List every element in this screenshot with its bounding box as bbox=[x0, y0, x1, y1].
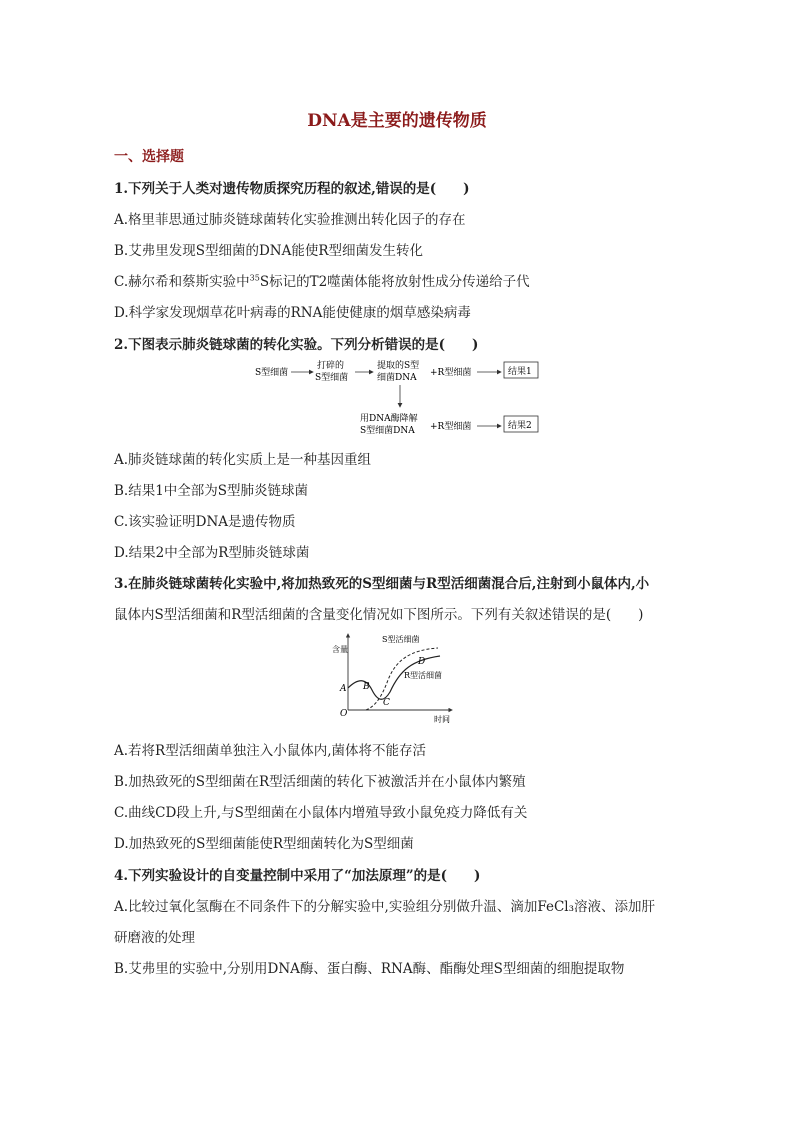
fig1-dnase-1: 用DNA酶降解 bbox=[360, 414, 418, 424]
q4-option-a-line-1: A.比较过氧化氢酶在不同条件下的分解实验中,实验组分别做升温、滴加FeCl₃溶液、添加肝 bbox=[114, 899, 656, 915]
q4-option-b: B.艾弗里的实验中,分别用DNA酶、蛋白酶、RNA酶、酯酶处理S型细菌的细胞提取物 bbox=[114, 961, 625, 977]
fig2-r-label: R型活细菌 bbox=[404, 671, 443, 680]
fig2-s-label: S型活细菌 bbox=[382, 635, 420, 644]
fig1-extract-2: 细菌DNA bbox=[377, 373, 417, 383]
q3-option-d: D.加热致死的S型细菌能使R型细菌转化为S型细菌 bbox=[114, 836, 414, 852]
question-3-stem-line-1: 3.在肺炎链球菌转化实验中,将加热致死的S型细菌与R型活细菌混合后,注射到小鼠体内,小 bbox=[114, 576, 650, 592]
fig2-point-c: C bbox=[383, 698, 390, 708]
q1-option-c bbox=[114, 270, 530, 290]
isotope-superscript: 35 bbox=[249, 273, 260, 283]
q3-option-a: A.若将R型活细菌单独注入小鼠体内,菌体将不能存活 bbox=[114, 743, 426, 759]
fig2-point-a: A bbox=[340, 684, 347, 694]
section-heading: 一、选择题 bbox=[114, 149, 184, 165]
q1-option-c-prefix: C.赫尔希和蔡斯实验中 bbox=[114, 274, 250, 290]
q2-option-b: B.结果1中全部为S型肺炎链球菌 bbox=[114, 483, 309, 499]
page-title: DNA是主要的遗传物质 bbox=[307, 111, 487, 131]
q1-option-d: D.科学家发现烟草花叶病毒的RNA能使健康的烟草感染病毒 bbox=[114, 305, 471, 321]
question-2-stem: 2.下图表示肺炎链球菌的转化实验。下列分析错误的是( ) bbox=[114, 337, 479, 353]
fig2-origin: O bbox=[340, 709, 348, 719]
fig1-result-1: 结果1 bbox=[508, 367, 532, 377]
fig1-dnase-2: S型细菌DNA bbox=[360, 426, 415, 436]
fig1-s-cell: S型细菌 bbox=[255, 368, 289, 378]
q3-option-b: B.加热致死的S型细菌在R型活细菌的转化下被激活并在小鼠体内繁殖 bbox=[114, 774, 526, 790]
question-1-stem: 1.下列关于人类对遗传物质探究历程的叙述,错误的是( ) bbox=[114, 181, 470, 197]
question-4-stem: 4.下列实验设计的自变量控制中采用了“加法原理”的是( ) bbox=[114, 868, 481, 884]
transformation-flow-diagram bbox=[255, 355, 555, 443]
bacteria-content-graph bbox=[330, 630, 460, 724]
fig2-ylabel: 含量 bbox=[332, 645, 348, 654]
fig1-plus-r-1: +R型细菌 bbox=[430, 368, 472, 378]
fig2-point-b: B bbox=[363, 682, 370, 692]
q2-option-c: C.该实验证明DNA是遗传物质 bbox=[114, 514, 296, 530]
fig2-xlabel: 时间 bbox=[434, 715, 450, 724]
q1-option-b: B.艾弗里发现S型细菌的DNA能使R型细菌发生转化 bbox=[114, 243, 424, 259]
q2-option-a: A.肺炎链球菌的转化实质上是一种基因重组 bbox=[114, 452, 372, 468]
fig1-result-2: 结果2 bbox=[508, 421, 532, 431]
question-3-stem-line-2: 鼠体内S型活细菌和R型活细菌的含量变化情况如下图所示。下列有关叙述错误的是( ) bbox=[114, 607, 644, 623]
fig1-plus-r-2: +R型细菌 bbox=[430, 422, 472, 432]
q2-option-d: D.结果2中全部为R型肺炎链球菌 bbox=[114, 545, 310, 561]
q1-option-c-rest: S标记的T2噬菌体能将放射性成分传递给子代 bbox=[259, 274, 530, 290]
q4-option-a-line-2: 研磨液的处理 bbox=[114, 930, 195, 946]
q1-option-a: A.格里菲思通过肺炎链球菌转化实验推测出转化因子的存在 bbox=[114, 212, 466, 228]
fig2-point-d: D bbox=[418, 657, 426, 667]
q3-option-c: C.曲线CD段上升,与S型细菌在小鼠体内增殖导致小鼠免疫力降低有关 bbox=[114, 805, 528, 821]
fig1-extract-1: 提取的S型 bbox=[377, 361, 420, 371]
fig1-broken-1: 打碎的 bbox=[317, 361, 345, 371]
fig1-broken-2: S型细菌 bbox=[315, 373, 349, 383]
